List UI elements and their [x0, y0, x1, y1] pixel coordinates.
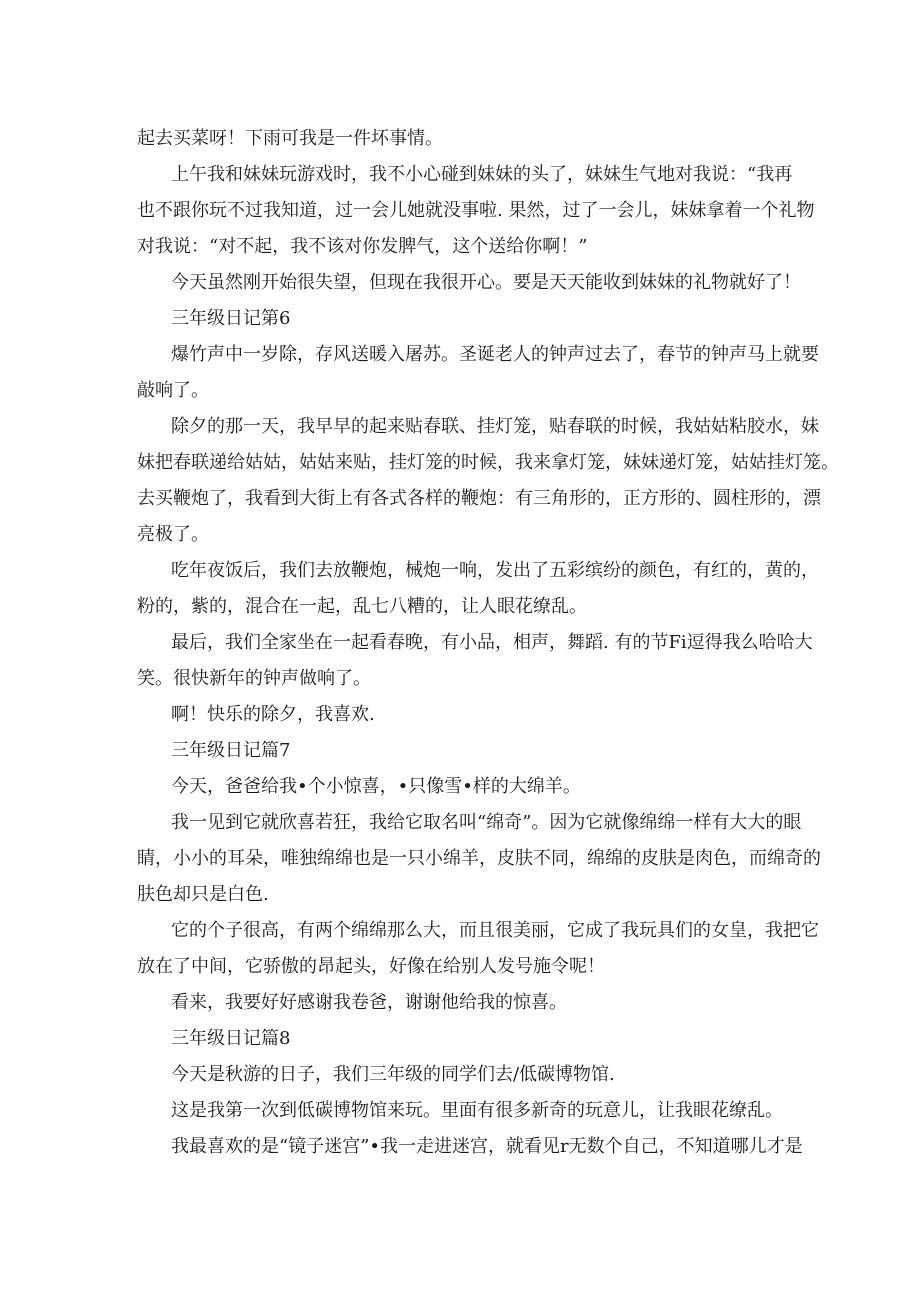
- paragraph-line: 爆竹声中一岁除，存风送暖入屠苏。圣诞老人的钟声过去了，春节的钟声马上就要: [171, 344, 819, 365]
- paragraph-line: 上午我和妹妹玩游戏时，我不小心碰到妹妹的头了，妹妹生气地对我说：“我再: [171, 164, 793, 185]
- paragraph-line: 看来，我要好好感谢我卷爸，谢谢他给我的惊喜。: [171, 992, 567, 1013]
- paragraph-line: 肤色却只是白色.: [137, 884, 269, 905]
- paragraph-line: 最后，我们全家坐在一起看春晚，有小品，相声，舞蹈. 有的节Fi逗得我么哈哈大: [171, 632, 813, 653]
- section-heading: 三年级日记第6: [171, 308, 291, 329]
- section-heading: 三年级日记篇7: [171, 740, 291, 761]
- section-heading: 三年级日记篇8: [171, 1028, 291, 1049]
- paragraph-line: 放在了中间，它骄傲的昂起头，好像在给别人发号施令呢！: [137, 956, 605, 977]
- paragraph-line: 今天虽然刚开始很失望，但现在我很开心。要是天天能收到妹妹的礼物就好了！: [171, 272, 801, 293]
- paragraph-line: 今天是秋游的日子，我们三年级的同学们去/低碳博物馆.: [171, 1064, 615, 1085]
- paragraph-line: 我一见到它就欣喜若狂，我给它取名叫“绵奇”。因为它就像绵绵一样有大大的眼: [171, 812, 802, 833]
- paragraph-line: 我最喜欢的是“镜子迷宫”•我一走进迷宫，就看见r无数个自己，不知道哪儿才是: [171, 1136, 803, 1157]
- paragraph-line: 起去买菜呀！下雨可我是一件坏事情。: [137, 128, 443, 149]
- paragraph-line: 敲响了。: [137, 380, 209, 401]
- paragraph-line: 粉的，紫的，混合在一起，乱七八糟的，让人眼花缭乱。: [137, 596, 587, 617]
- paragraph-line: 今天，爸爸给我•个小惊喜，•只像雪•样的大绵羊。: [171, 776, 581, 797]
- paragraph-line: 去买鞭炮了，我看到大街上有各式各样的鞭炮：有三角形的，正方形的、圆柱形的，漂: [137, 488, 821, 509]
- paragraph-line: 啊！快乐的除夕，我喜欢.: [171, 704, 375, 725]
- paragraph-line: 这是我第一次到低碳博物馆来玩。里面有很多新奇的玩意儿，让我眼花缭乱。: [171, 1100, 783, 1121]
- paragraph-line: 它的个子很高，有两个绵绵那么大，而且很美丽，它成了我玩具们的女皇，我把它: [171, 920, 819, 941]
- paragraph-line: 睛，小小的耳朵，唯独绵绵也是一只小绵羊，皮肤不同，绵绵的皮肤是肉色，而绵奇的: [137, 848, 821, 869]
- paragraph-line: 笑。很快新年的钟声做响了。: [137, 668, 371, 689]
- paragraph-line: 除夕的那一天，我早早的起来贴春联、挂灯笼，贴春联的时候，我姑姑粘胶水，妹: [171, 416, 819, 437]
- paragraph-line: 也不跟你玩不过我知道，过一会儿她就没事啦. 果然，过了一会儿，妹妹拿着一个礼物: [137, 200, 815, 221]
- paragraph-line: 妹把春联递给姑姑，姑姑来贴，挂灯笼的时候，我来拿灯笼，妹妹递灯笼，姑姑挂灯笼。: [137, 452, 839, 473]
- paragraph-line: 对我说：“对不起，我不该对你发脾气，这个送给你啊！”: [137, 236, 588, 257]
- paragraph-line: 吃年夜饭后，我们去放鞭炮，械炮一响，发出了五彩缤纷的颜色，有红的，黄的，: [171, 560, 819, 581]
- paragraph-line: 亮极了。: [137, 524, 209, 545]
